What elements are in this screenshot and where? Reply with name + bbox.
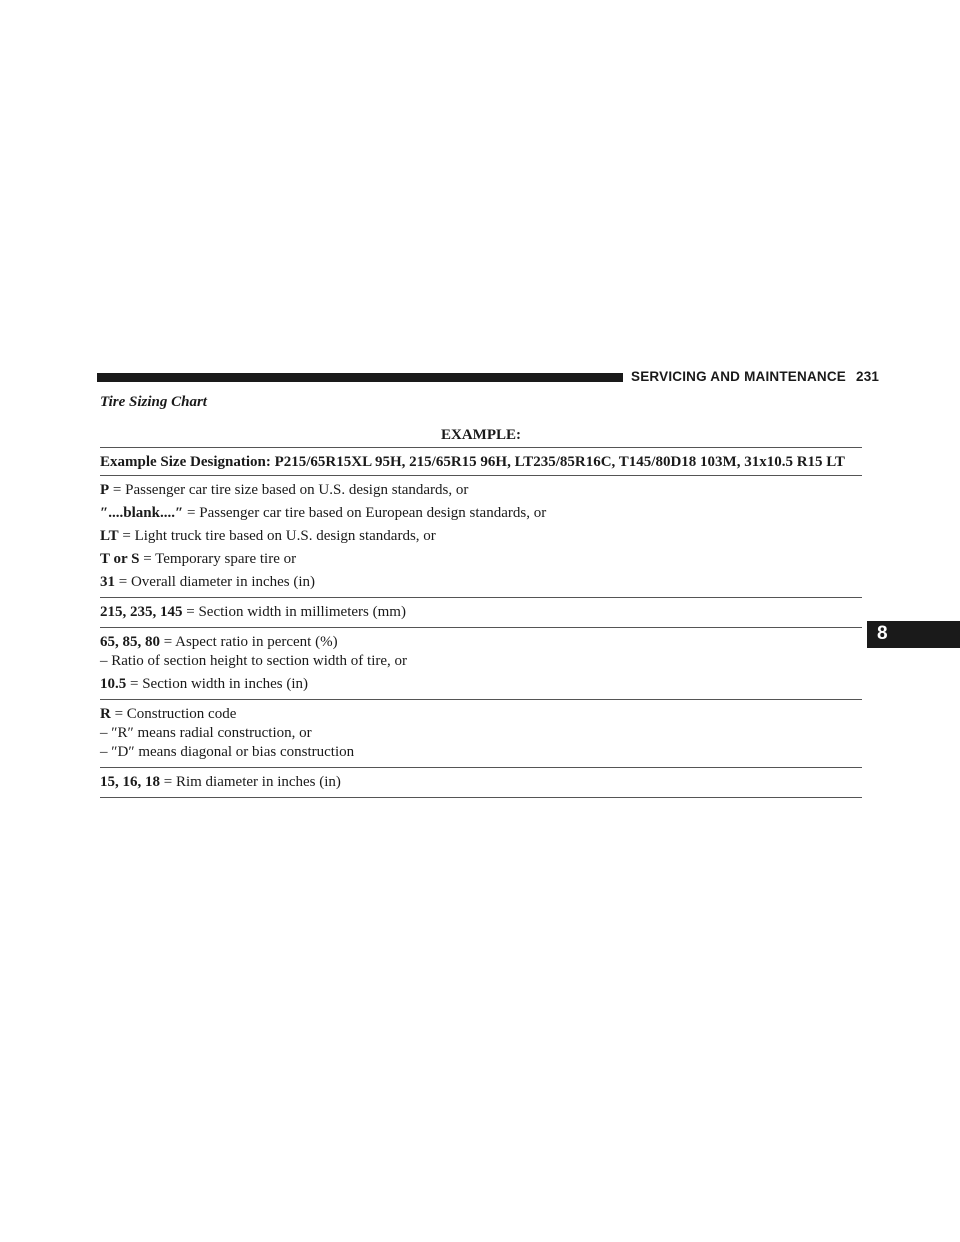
entry-term: 15, 16, 18 — [100, 774, 160, 790]
chart-entry — [100, 481, 862, 500]
section-width-group — [100, 597, 862, 627]
entry-term: 10.5 — [100, 676, 127, 692]
chart-entry — [100, 504, 862, 523]
page-number: 231 — [856, 369, 880, 384]
entry-term: LT — [100, 528, 119, 544]
entry-desc: = Overall diameter in inches (in) — [115, 574, 316, 590]
entry-desc: = Aspect ratio in percent (%) — [160, 634, 338, 650]
entry-term: 65, 85, 80 — [100, 634, 160, 650]
header-rule — [97, 373, 623, 382]
entry-desc: = Light truck tire based on U.S. design standards, or — [118, 528, 436, 544]
chart-note: – Ratio of section height to section width of tire, or — [100, 653, 408, 669]
chapter-tab — [867, 621, 960, 648]
chart-entry — [100, 573, 862, 592]
entry-desc: = Section width in millimeters (mm) — [182, 604, 406, 620]
chart-entry — [100, 773, 862, 792]
chart-entry — [100, 550, 862, 569]
entry-desc: = Passenger car tire size based on U.S. design standards, or — [109, 482, 469, 498]
construction-group — [100, 699, 862, 767]
entry-desc: = Construction code — [110, 706, 237, 722]
header-section: SERVICING AND MAINTENANCE — [631, 369, 847, 384]
example-heading: EXAMPLE: — [441, 427, 521, 443]
section-title: Tire Sizing Chart — [100, 394, 207, 410]
size-designation: Example Size Designation: P215/65R15XL 95H, 215/65R15 96H, LT235/85R16C, T145/80D18 103M, 31x10.5 R15 LT — [100, 447, 862, 475]
entry-term: 215, 235, 145 — [100, 604, 183, 620]
entry-term: 31 — [100, 574, 115, 590]
chart-note: – ″D″ means diagonal or bias construction — [100, 744, 355, 760]
aspect-ratio-group — [100, 627, 862, 699]
entry-term: ″....blank....″ — [100, 505, 184, 521]
running-header — [631, 369, 879, 384]
tire-sizing-chart — [100, 426, 862, 798]
chart-note: – ″R″ means radial construction, or — [100, 725, 312, 741]
chart-entry — [100, 633, 862, 652]
chart-entry — [100, 603, 862, 622]
tire-type-group — [100, 475, 862, 597]
entry-term: R — [100, 706, 111, 722]
chapter-number: 8 — [877, 623, 888, 644]
chart-entry — [100, 675, 862, 694]
entry-desc: = Section width in inches (in) — [126, 676, 309, 692]
chart-entry — [100, 705, 862, 724]
rim-diameter-group — [100, 767, 862, 798]
entry-term: T or S — [100, 551, 140, 567]
entry-desc: = Temporary spare tire or — [139, 551, 297, 567]
entry-desc: = Passenger car tire based on European design standards, or — [183, 505, 547, 521]
chart-entry — [100, 527, 862, 546]
entry-desc: = Rim diameter in inches (in) — [160, 774, 341, 790]
entry-term: P — [100, 482, 110, 498]
